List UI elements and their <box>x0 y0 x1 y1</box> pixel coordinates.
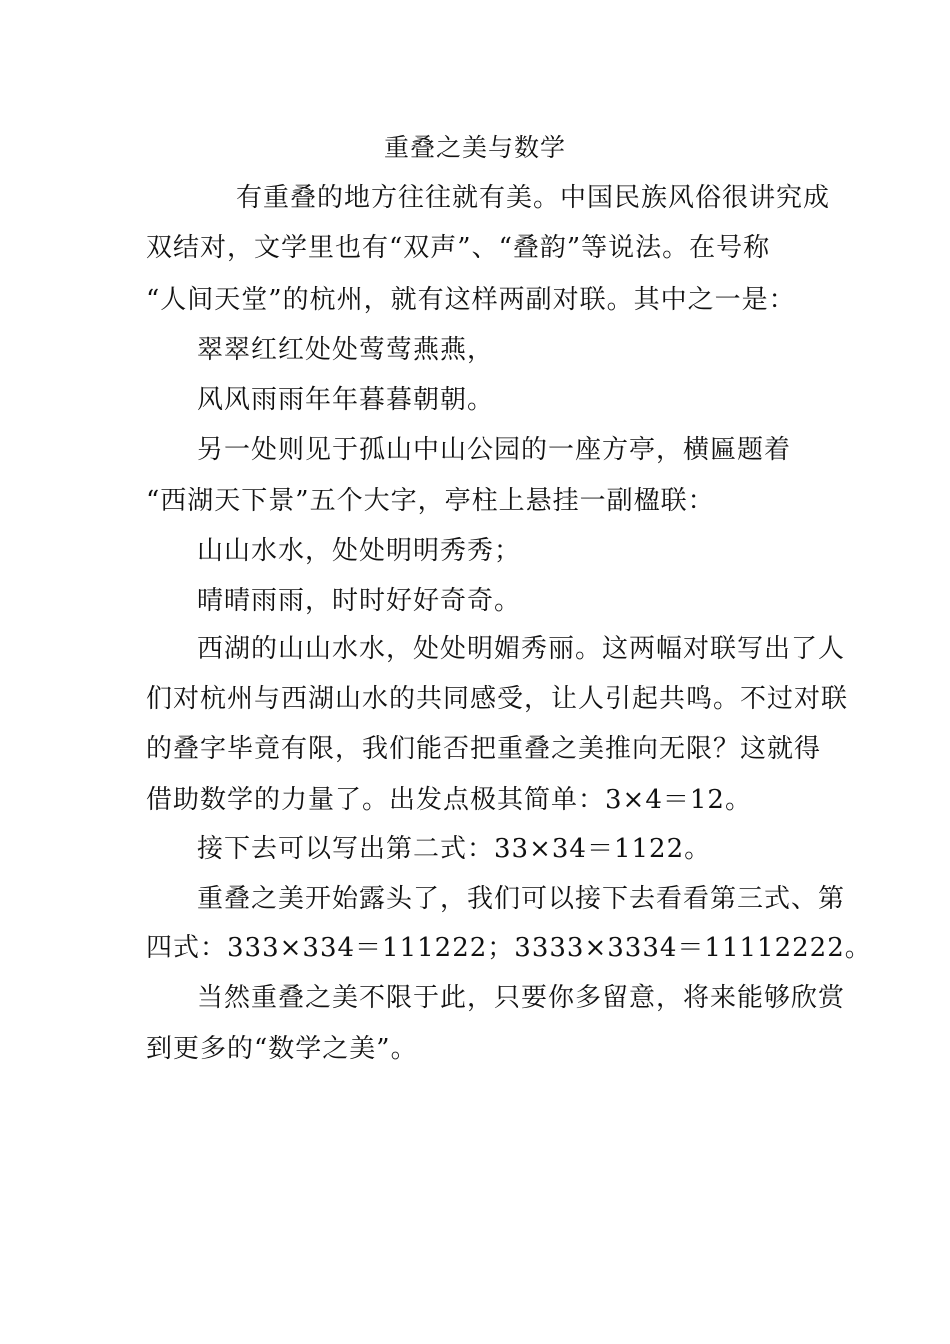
text-line: 到更多的“数学之美”。 <box>146 1034 418 1064</box>
text-line: “人间天堂”的杭州，就有这样两副对联。其中之一是： <box>146 285 796 315</box>
text-line: 四式：333×334＝111222；3333×3334＝11112222。 <box>146 933 872 963</box>
document-title: 重叠之美与数学 <box>383 133 566 162</box>
text-line: 西湖的山山水水，处处明媚秀丽。这两幅对联写出了人 <box>197 634 846 664</box>
text-line: 另一处则见于孤山中山公园的一座方亭，横匾题着 <box>197 435 792 465</box>
couplet-line: 山山水水，处处明明秀秀； <box>197 536 522 566</box>
text-line: 借助数学的力量了。出发点极其简单：3×4＝12。 <box>146 785 752 815</box>
text-line: 当然重叠之美不限于此，只要你多留意，将来能够欣赏 <box>197 983 846 1013</box>
text-line: 们对杭州与西湖山水的共同感受，让人引起共鸣。不过对联 <box>146 684 849 714</box>
text-line: 重叠之美开始露头了，我们可以接下去看看第三式、第 <box>197 884 846 914</box>
text-line: 双结对，文学里也有“双声”、“叠韵”等说法。在号称 <box>146 233 771 263</box>
text-line: 的叠字毕竟有限，我们能否把重叠之美推向无限？这就得 <box>146 734 822 764</box>
text-line: 有重叠的地方往往就有美。中国民族风俗很讲究成 <box>236 183 831 213</box>
couplet-line: 风风雨雨年年暮暮朝朝。 <box>197 385 495 415</box>
couplet-line: 翠翠红红处处莺莺燕燕， <box>197 335 495 365</box>
text-line: 接下去可以写出第二式：33×34＝1122。 <box>197 834 712 864</box>
text-line: “西湖天下景”五个大字，亭柱上悬挂一副楹联： <box>146 486 715 516</box>
couplet-line: 晴晴雨雨，时时好好奇奇。 <box>197 586 522 616</box>
